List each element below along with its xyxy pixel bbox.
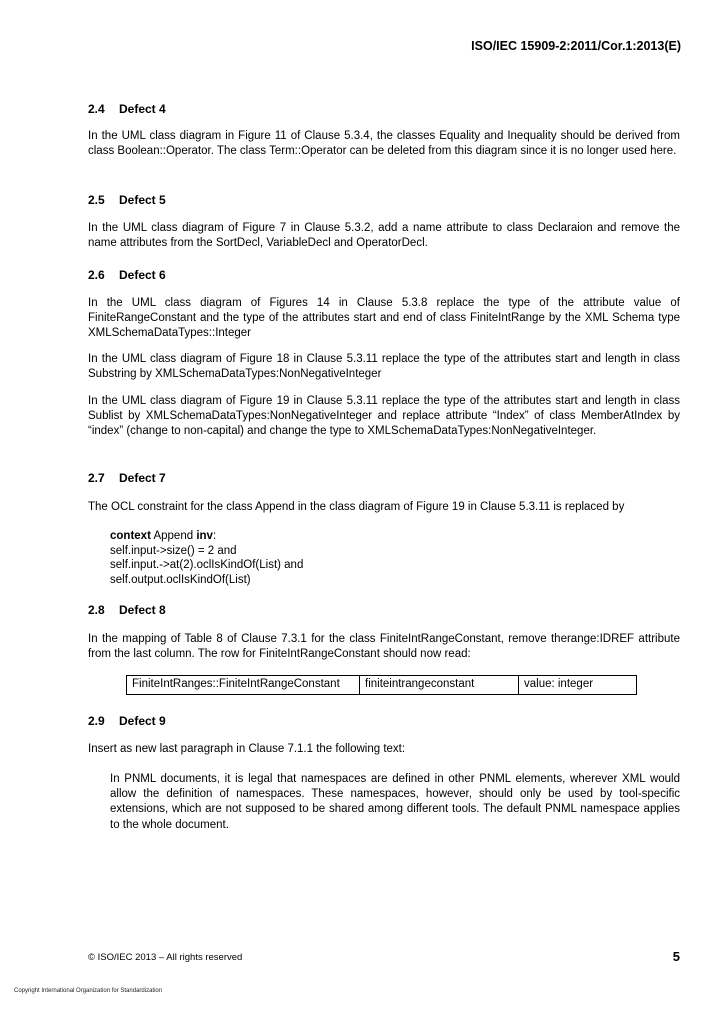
quoted-paragraph: In PNML documents, it is legal that namespaces are defined in other PNML elements, wherever XML would allow the definition of namespaces. These namespaces, however, should only be used by tool-specific extensions, which are not supposed to be shared among different tools. The default PNML namespace applies to the whole document. — [110, 773, 680, 831]
ocl-class-name: Append — [150, 530, 197, 542]
section-heading-2-5 — [88, 193, 166, 207]
footer-copyright: © ISO/IEC 2013 – All rights reserved — [88, 952, 243, 963]
section-number: 2.5 — [88, 193, 105, 207]
ocl-colon: : — [212, 530, 217, 542]
section-number: 2.8 — [88, 603, 105, 617]
paragraph: The OCL constraint for the class Append in the class diagram of Figure 19 in Clause 5.3.11 is replaced by — [88, 501, 625, 513]
section-heading-2-9 — [88, 714, 166, 728]
section-number: 2.9 — [88, 714, 105, 728]
paragraph: In the UML class diagram in Figure 11 of Clause 5.3.4, the classes Equality and Inequality should be derived from class Boolean::Operator. The class Term::Operator can be deleted from this diagram since it is no longer used here. — [88, 130, 680, 158]
section-heading-2-7 — [88, 471, 166, 485]
ocl-keyword: inv — [196, 530, 213, 542]
ocl-keyword: context — [110, 530, 151, 542]
section-title: Defect 9 — [119, 714, 166, 728]
table-cell-element: finiteintrangeconstant — [360, 676, 519, 695]
section-number: 2.7 — [88, 471, 105, 485]
document-header-id: ISO/IEC 15909-2:2011/Cor.1:2013(E) — [471, 39, 681, 53]
section-number: 2.4 — [88, 102, 105, 116]
section-heading-2-6 — [88, 268, 166, 282]
table-row — [127, 676, 637, 695]
ocl-line: self.input.->at(2).oclIsKindOf(List) and — [110, 559, 304, 572]
section-title: Defect 6 — [119, 268, 166, 282]
table-cell-class: FiniteIntRanges::FiniteIntRangeConstant — [127, 676, 360, 695]
section-title: Defect 7 — [119, 471, 166, 485]
section-heading-2-8 — [88, 603, 166, 617]
section-number: 2.6 — [88, 268, 105, 282]
section-heading-2-4 — [88, 102, 166, 116]
paragraph: In the UML class diagram of Figure 18 in Clause 5.3.11 replace the type of the attributes start and length in class Substring by XMLSchemaDataTypes:NonNegativeInteger — [88, 353, 680, 381]
section-title: Defect 8 — [119, 603, 166, 617]
license-line: Copyright International Organization for Standardization — [14, 988, 163, 994]
paragraph: Insert as new last paragraph in Clause 7.1.1 the following text: — [88, 743, 406, 755]
paragraph: In the UML class diagram of Figure 19 in Clause 5.3.11 replace the type of the attributes start and length in class Sublist by XMLSchemaDataTypes:NonNegativeInteger and replace attribute “Index” of class MemberAtIndex by “index” (change to non-capital) and change the type to XMLSchemaDataTypes:NonNegativeInteger. — [88, 395, 680, 438]
page-number: 5 — [672, 949, 680, 964]
paragraph: In the UML class diagram of Figure 7 in Clause 5.3.2, add a name attribute to class Declaraion and remove the name attributes from the SortDecl, VariableDecl and OperatorDecl. — [88, 222, 680, 250]
table-cell-attributes: value: integer — [519, 676, 637, 695]
mapping-table — [126, 675, 637, 695]
ocl-constraint-block — [110, 529, 303, 587]
ocl-line: self.input->size() = 2 and — [110, 544, 237, 557]
paragraph: In the UML class diagram of Figures 14 in Clause 5.3.8 replace the type of the attribute value of FiniteRangeConstant and the type of the attributes start and end of class FiniteIntRange by the XML Schema type XMLSchemaDataTypes::Integer — [88, 297, 680, 340]
ocl-line: self.output.oclIsKindOf(List) — [110, 573, 251, 586]
section-title: Defect 5 — [119, 193, 166, 207]
ocl-line — [110, 529, 303, 544]
paragraph: In the mapping of Table 8 of Clause 7.3.1 for the class FiniteIntRangeConstant, remove therange:IDREF attribute from the last column. The row for FiniteIntRangeConstant should now read: — [88, 633, 680, 661]
section-title: Defect 4 — [119, 102, 166, 116]
